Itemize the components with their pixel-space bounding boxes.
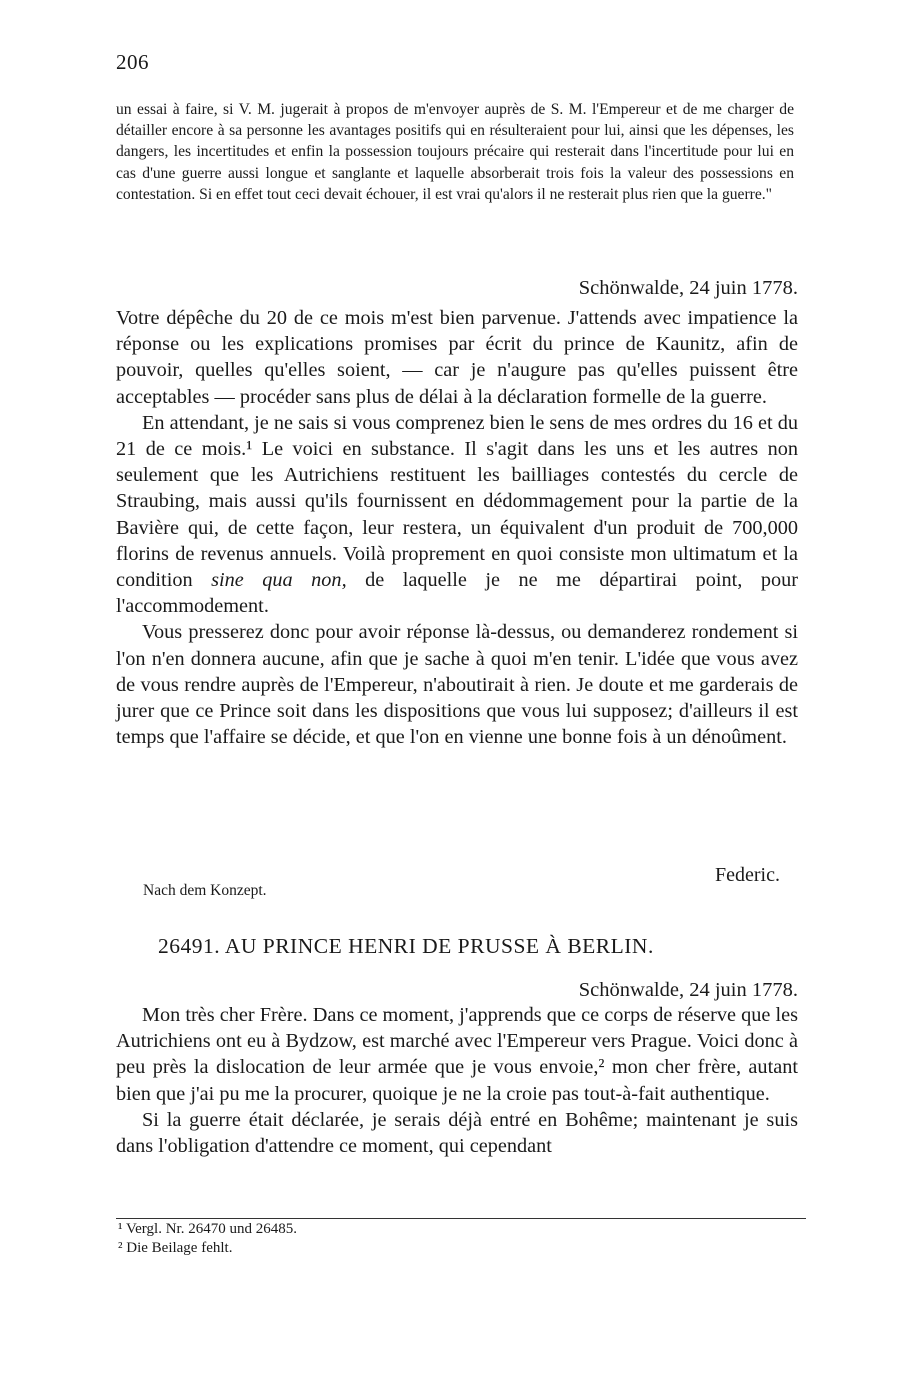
letter1-paragraph-1: Votre dépêche du 20 de ce mois m'est bien parvenue. J'attends avec impatience la réponse ou les explications promises par écrit du prince de Kaunitz, afin de pouvoir, quelles qu'elles soient, — car je n'augure pas qu'elles puissent être acceptables — procéder sans plus de délai à la déclaration formelle de la guerre.: [116, 307, 798, 408]
footnote-rule: [116, 1218, 806, 1219]
source-note: Nach dem Konzept.: [143, 882, 267, 899]
letter2-heading: 26491. AU PRINCE HENRI DE PRUSSE À BERLIN.: [158, 934, 654, 958]
letter1-paragraph-3: Vous presserez donc pour avoir réponse là-dessus, ou demanderez rondement si l'on n'en donnera aucune, afin que je sache à quoi m'en tenir. L'idée que vous avez de vous rendre auprès de l'Empereur, n'aboutirait à rien. Je doute et me garderais de jurer que ce Prince soit dans les dispositions que vous lui supposez; d'ailleurs il est temps que l'affaire se décide, et que l'on en vienne une bonne fois à un dénoûment.: [116, 621, 798, 749]
letter2-body: [116, 1002, 798, 1159]
letter2-paragraph-1: Mon très cher Frère. Dans ce moment, j'apprends que ce corps de réserve que les Autrichiens ont eu à Bydzow, est marché avec l'Empereur vers Prague. Voici donc à peu près la dislocation de leur armée que je vous envoie,² mon cher frère, autant bien que j'ai pu me la procurer, quoique je ne la croie pas tout-à-fait authentique.: [116, 1004, 798, 1105]
signature: Federic.: [715, 864, 780, 886]
letter1-paragraph-2-tail: de laquelle je ne me départirai point, pour l'accommodement.: [116, 569, 798, 618]
letter1-body: [116, 305, 798, 750]
italic-phrase: sine qua non,: [211, 569, 347, 592]
page-number: 206: [116, 50, 149, 74]
letter2-paragraph-2: Si la guerre était déclarée, je serais déjà entré en Bohême; maintenant je suis dans l'obligation d'attendre ce moment, qui cependant: [116, 1108, 798, 1158]
quote-paragraph: un essai à faire, si V. M. jugerait à propos de m'envoyer auprès de S. M. l'Empereur et de me charger de détailler encore à sa personne les avantages positifs qui en résulteraient pour lui, ainsi que les dépenses, les dangers, les incertitudes et enfin la possession toujours précaire qui resterait dans l'incertitude pour lui en cas d'une guerre aussi longue et sanglante et laquelle absorberait trois fois la valeur des possessions en contestation. Si en effet tout ceci devait échouer, il est vrai qu'alors il ne resterait plus rien que la guerre.": [116, 101, 794, 203]
letter1-paragraph-2-text: En attendant, je ne sais si vous comprenez bien le sens de mes ordres du 16 et du 21 de ce mois.¹ Le voici en substance. Il s'agit dans les uns et les autres non seulement que les Autrichiens restituent les bailliages contestés du cercle de Straubing, mais aussi qu'ils fournissent en dédommagement pour la partie de la Bavière qui, de cette façon, leur restera, un équivalent d'un produit de 700,000 florins de revenus annuels. Voilà proprement en quoi consiste mon ultimatum et la condition: [116, 411, 798, 592]
footnote-2: ² Die Beilage fehlt.: [118, 1240, 233, 1256]
letter1-paragraph-2: [116, 410, 798, 620]
quoted-report-block: [116, 99, 794, 205]
letter1-dateline: Schönwalde, 24 juin 1778.: [578, 277, 798, 299]
footnote-1: ¹ Vergl. Nr. 26470 und 26485.: [118, 1221, 297, 1237]
letter2-dateline: Schönwalde, 24 juin 1778.: [578, 979, 798, 1001]
